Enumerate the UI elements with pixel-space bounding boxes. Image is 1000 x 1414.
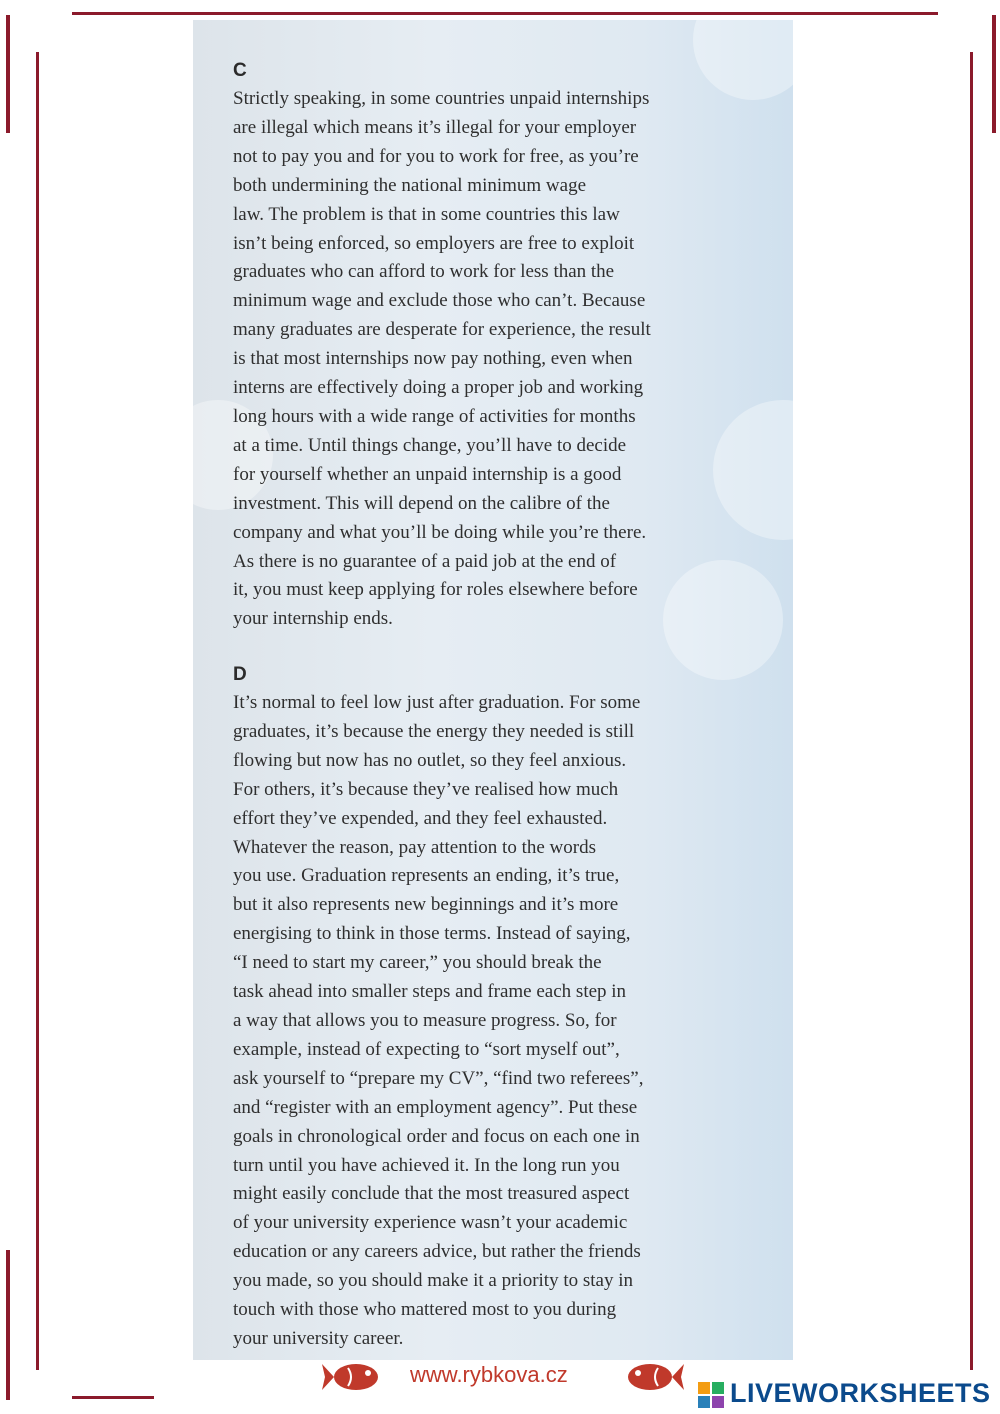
text-line: “I need to start my career,” you should break the [233, 952, 602, 974]
text-line: not to pay you and for you to work for free, as you’re [233, 145, 639, 167]
text-line: you made, so you should make it a priority to stay in [233, 1270, 634, 1292]
website-link[interactable]: www.rybkova.cz [410, 1362, 568, 1387]
text-line: graduates who can afford to work for less than the [233, 261, 615, 283]
text-line: for yourself whether an unpaid internship is a good [233, 463, 622, 485]
scanned-page [193, 20, 793, 1360]
text-line: your internship ends. [233, 608, 393, 630]
text-line: isn’t being enforced, so employers are free to exploit [233, 232, 635, 254]
text-line: law. The problem is that in some countries this law [233, 203, 620, 225]
text-line: investment. This will depend on the calibre of the [233, 492, 610, 514]
text-line: might easily conclude that the most treasured aspect [233, 1183, 630, 1205]
section-heading-c: C [233, 60, 247, 81]
fish-icon [322, 1358, 384, 1396]
paragraph-d [233, 689, 753, 1354]
text-line: flowing but now has no outlet, so they feel anxious. [233, 749, 627, 771]
text-line: graduates, it’s because the energy they needed is still [233, 720, 635, 742]
text-line: turn until you have achieved it. In the long run you [233, 1154, 620, 1176]
text-line: example, instead of expecting to “sort myself out”, [233, 1038, 620, 1060]
text-line: energising to think in those terms. Instead of saying, [233, 923, 631, 945]
text-line: at a time. Until things change, you’ll have to decide [233, 434, 627, 456]
text-line: your university career. [233, 1327, 404, 1349]
text-line: education or any careers advice, but rather the friends [233, 1241, 641, 1263]
frame-bottom-left-line [72, 1396, 154, 1399]
text-line: many graduates are desperate for experience, the result [233, 319, 651, 341]
frame-top-line [72, 12, 938, 15]
frame-right-top-line [992, 15, 996, 133]
text-line: As there is no guarantee of a paid job at the end of [233, 550, 617, 572]
text-line: task ahead into smaller steps and frame each step in [233, 981, 627, 1003]
frame-left-bottom-line [6, 1250, 10, 1400]
fish-icon [622, 1358, 684, 1396]
liveworksheets-logo-icon [698, 1382, 724, 1408]
text-line: a way that allows you to measure progress. So, for [233, 1009, 617, 1031]
text-line: long hours with a wide range of activities for months [233, 405, 636, 427]
text-line: you use. Graduation represents an ending, it’s true, [233, 865, 620, 887]
text-line: company and what you’ll be doing while you’re there. [233, 521, 647, 543]
text-line: it, you must keep applying for roles elsewhere before [233, 579, 638, 601]
text-line: effort they’ve expended, and they feel exhausted. [233, 807, 608, 829]
liveworksheets-brand[interactable]: LIVEWORKSHEETS [730, 1378, 991, 1408]
text-line: of your university experience wasn’t your academic [233, 1212, 628, 1234]
text-line: but it also represents new beginnings and it’s more [233, 894, 619, 916]
text-line: ask yourself to “prepare my CV”, “find two referees”, [233, 1067, 644, 1089]
text-line: interns are effectively doing a proper job and working [233, 377, 644, 399]
text-line: both undermining the national minimum wage [233, 174, 587, 196]
text-line: Strictly speaking, in some countries unpaid internships [233, 88, 650, 109]
section-heading-d: D [233, 664, 247, 685]
text-line: goals in chronological order and focus on each one in [233, 1125, 640, 1147]
text-line: touch with those who mattered most to you during [233, 1299, 617, 1321]
text-line: are illegal which means it’s illegal for your employer [233, 116, 637, 138]
text-line: For others, it’s because they’ve realised how much [233, 778, 619, 800]
paragraph-c [233, 85, 753, 634]
text-line: minimum wage and exclude those who can’t. Because [233, 290, 646, 312]
text-line: is that most internships now pay nothing, even when [233, 348, 633, 370]
text-line: It’s normal to feel low just after graduation. For some [233, 692, 641, 713]
text-line: and “register with an employment agency”. Put these [233, 1096, 638, 1118]
frame-right-line [970, 52, 973, 1370]
frame-left-top-line [6, 15, 10, 133]
frame-left-line [36, 52, 39, 1370]
text-line: Whatever the reason, pay attention to the words [233, 836, 596, 858]
